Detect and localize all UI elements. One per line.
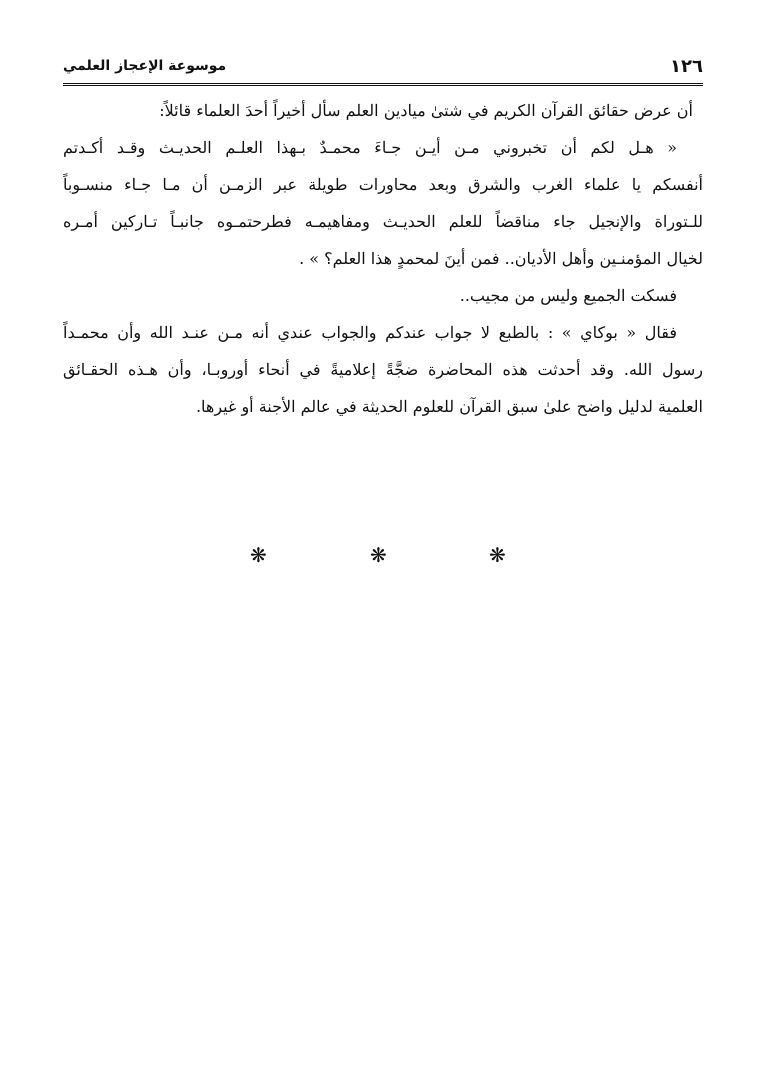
section-separator	[0, 540, 769, 570]
quote-line-4: لخيال المؤمنـين وأهل الأديان.. فمن أينَ لمحمدٍ هذا العلم؟ » .	[299, 249, 703, 268]
paragraph-4-line-1: فقال « بوكاي » : بالطبع لا جواب عندكم والجواب عندي أنه مـن عنـد الله وأن محمـداً	[63, 323, 677, 342]
separator-star-2: ❋	[370, 543, 387, 567]
body-text	[63, 92, 703, 425]
page-number: ١٢٦	[670, 56, 703, 77]
quote-line-3: للـتوراة والإنجيل جاء مناقضاً للعلم الحديـث ومفاهيمـه فطرحتمـوه جانبـاً تـاركين أمـره	[63, 212, 703, 231]
quote-line-1: « هـل لكم أن تخبروني مـن أيـن جـاءَ محمـدٌ بـهذا العلـم الحديـث وقـد أكـدتم	[63, 138, 677, 157]
paragraph-4-line-3: العلمية لدليل واضح علىٰ سبق القرآن للعلوم الحديثة في عالم الأجنة أو غيرها.	[195, 397, 703, 416]
separator-star-3: ❋	[489, 543, 506, 567]
quote-line-2: أنفسكم يا علماء الغرب والشرق وبعد محاورات طويلة عبر الزمـن أن مـا جـاء منسـوباً	[63, 175, 703, 194]
page-header	[63, 56, 703, 88]
running-title: موسوعة الإعجاز العلمي	[63, 58, 227, 74]
paragraph-3-line-1: فسكت الجميع وليس من مجيب..	[459, 286, 677, 305]
paragraph-1-line-1: أن عرض حقائق القرآن الكريم في شتىٰ ميادين العلم سأل أخيراً أحدَ العلماء قائلاً:	[159, 101, 693, 120]
paragraph-4-line-2: رسول الله. وقد أحدثت هذه المحاضرة ضجَّةً إعلاميةً في أنحاء أوروبـا، وأن هـذه الحقـائق	[63, 360, 703, 379]
header-rule	[63, 83, 703, 86]
separator-star-1: ❋	[250, 543, 267, 567]
